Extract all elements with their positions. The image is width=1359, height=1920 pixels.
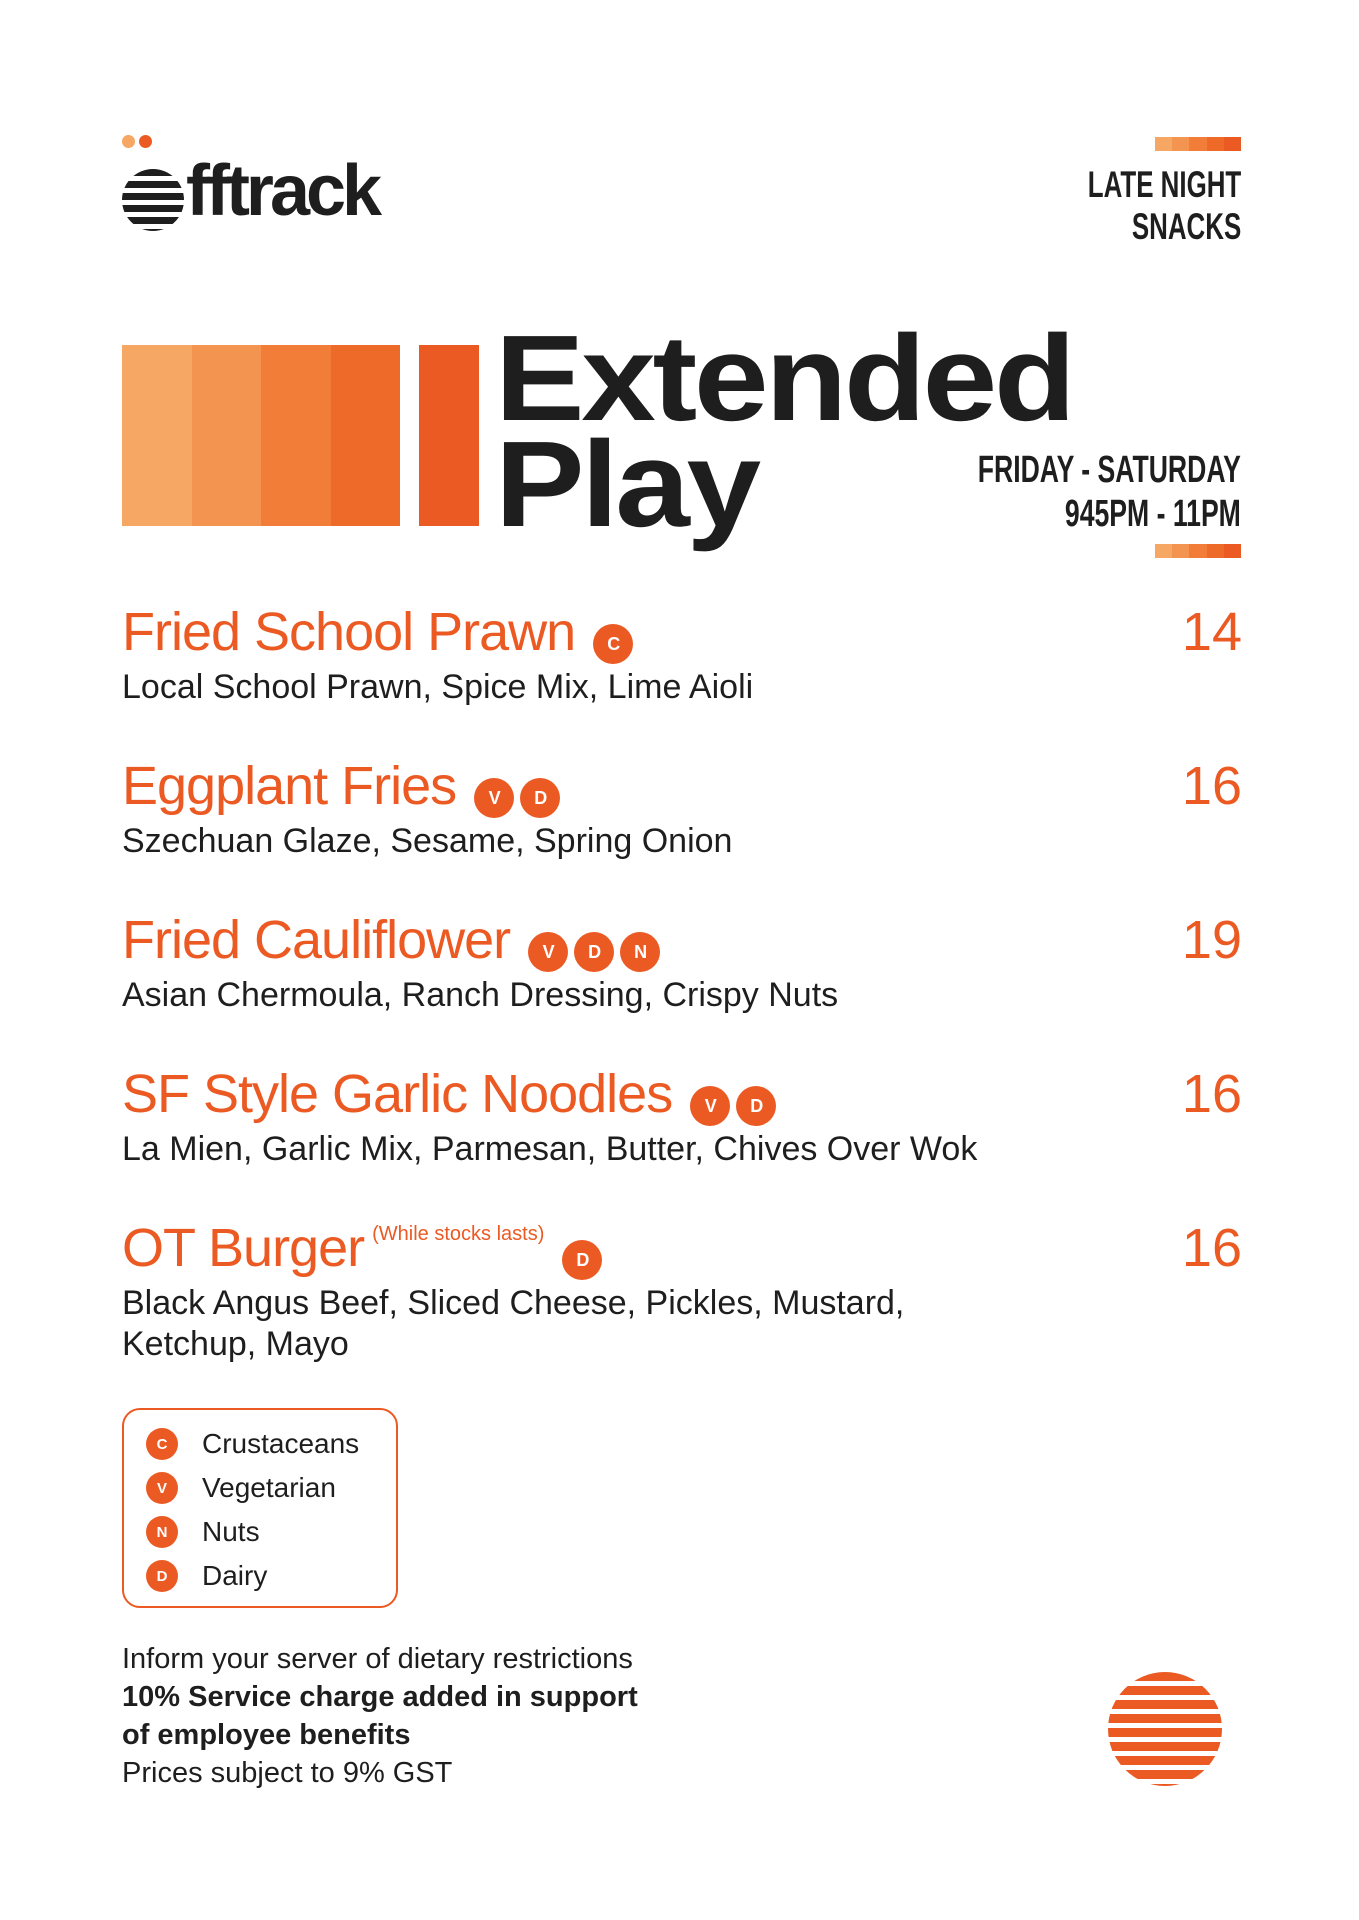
- logo-dot-dark: [139, 135, 152, 148]
- service-time: 945PM - 11PM: [1065, 493, 1241, 535]
- item-price: 14: [1181, 602, 1242, 662]
- item-description-line-1: Black Angus Beef, Sliced Cheese, Pickles, Mustard,: [122, 1283, 905, 1322]
- item-description: Szechuan Glaze, Sesame, Spring Onion: [122, 821, 733, 860]
- dietary-note: Inform your server of dietary restrictions: [122, 1643, 633, 1675]
- allergen-legend: [122, 1408, 398, 1608]
- dairy-badge-icon: D: [562, 1240, 602, 1280]
- legend-item: [146, 1472, 336, 1504]
- item-description: Asian Chermoula, Ranch Dressing, Crispy Nuts: [122, 975, 839, 1014]
- vegetarian-badge-icon: V: [146, 1472, 178, 1504]
- hours-gradient-bar: [1155, 544, 1241, 558]
- item-name: Fried Cauliflower: [122, 910, 511, 970]
- item-name: SF Style Garlic Noodles: [122, 1064, 673, 1124]
- dairy-badge-icon: D: [574, 932, 614, 972]
- crustaceans-badge-icon: C: [146, 1428, 178, 1460]
- service-days: FRIDAY - SATURDAY: [977, 449, 1241, 491]
- late-night-snacks-label: [1088, 164, 1241, 248]
- nuts-badge-icon: N: [146, 1516, 178, 1548]
- logo-dot-light: [122, 135, 135, 148]
- legend-item: [146, 1516, 260, 1548]
- offtrack-logo: [122, 135, 422, 235]
- footer-notes: [122, 1640, 638, 1792]
- item-note: (While stocks lasts): [372, 1223, 545, 1245]
- logo-striped-o-icon: [122, 169, 184, 231]
- hero-accent-block: [419, 345, 479, 526]
- tag-line-2: SNACKS: [1131, 206, 1241, 247]
- legend-item: [146, 1428, 359, 1460]
- gst-note: Prices subject to 9% GST: [122, 1757, 453, 1789]
- item-description: Local School Prawn, Spice Mix, Lime Aioli: [122, 667, 754, 706]
- item-name: OT Burger: [122, 1218, 365, 1278]
- vegetarian-badge-icon: V: [690, 1086, 730, 1126]
- item-price: 16: [1181, 1064, 1242, 1124]
- item-price: 19: [1181, 910, 1242, 970]
- legend-item: [146, 1560, 267, 1592]
- legend-label: Nuts: [202, 1516, 260, 1547]
- dairy-badge-icon: D: [736, 1086, 776, 1126]
- service-hours: [978, 448, 1241, 536]
- title-line-2: Play: [495, 416, 758, 552]
- striped-sun-icon: [1108, 1672, 1222, 1786]
- menu-item: [122, 1216, 1242, 1366]
- legend-label: Vegetarian: [202, 1472, 336, 1503]
- vegetarian-badge-icon: V: [528, 932, 568, 972]
- item-description-line-2: Ketchup, Mayo: [122, 1324, 349, 1363]
- logo-wordmark: fftrack: [186, 151, 379, 231]
- menu-item: [122, 1062, 1242, 1171]
- crustaceans-badge-icon: C: [593, 624, 633, 664]
- hero-gradient-stripes: [122, 345, 400, 526]
- nuts-badge-icon: N: [620, 932, 660, 972]
- menu-item: [122, 908, 1242, 1017]
- item-name: Eggplant Fries: [122, 756, 457, 816]
- item-name: Fried School Prawn: [122, 602, 576, 662]
- logo-dots: [122, 135, 156, 153]
- tag-gradient-bar: [1155, 137, 1241, 151]
- menu-item: [122, 600, 1242, 709]
- dairy-badge-icon: D: [520, 778, 560, 818]
- title-line-1: Extended: [495, 310, 1073, 446]
- item-price: 16: [1181, 1218, 1242, 1278]
- dairy-badge-icon: D: [146, 1560, 178, 1592]
- legend-label: Dairy: [202, 1560, 268, 1591]
- vegetarian-badge-icon: V: [474, 778, 514, 818]
- service-charge-note-2: of employee benefits: [122, 1719, 411, 1751]
- tag-line-1: LATE NIGHT: [1087, 164, 1241, 205]
- item-description: La Mien, Garlic Mix, Parmesan, Butter, Chives Over Wok: [122, 1129, 978, 1168]
- service-charge-note-1: 10% Service charge added in support: [122, 1681, 638, 1713]
- menu-item: [122, 754, 1242, 863]
- item-price: 16: [1181, 756, 1242, 816]
- legend-label: Crustaceans: [202, 1428, 360, 1459]
